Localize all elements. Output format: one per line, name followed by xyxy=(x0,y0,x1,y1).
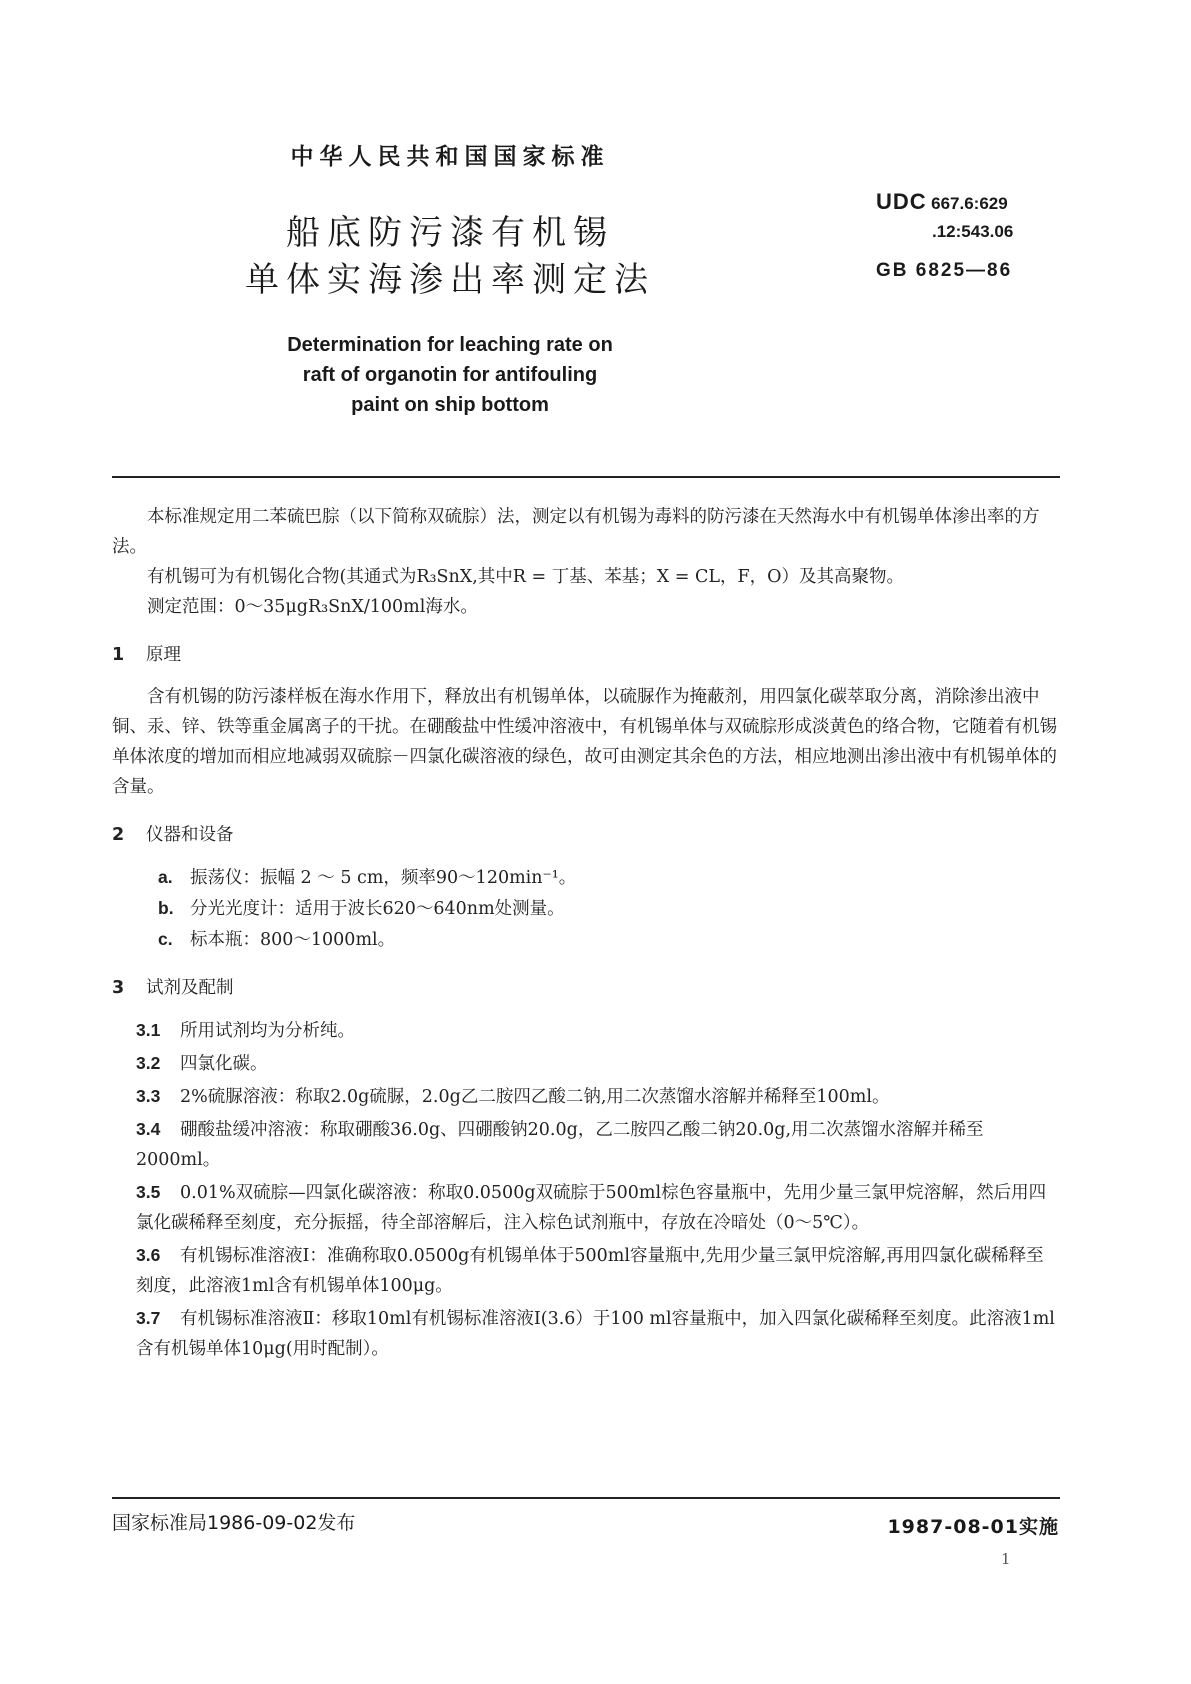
english-title-line1: Determination for leaching rate on xyxy=(287,334,613,356)
udc-line2: .12:543.06 xyxy=(932,222,1014,241)
clause-text: 硼酸盐缓冲溶液：称取硼酸36.0g、四硼酸钠20.0g，乙二胺四乙酸二钠20.0g,用二次蒸馏水溶解并稀至2000ml。 xyxy=(136,1120,984,1170)
udc-label: UDC xyxy=(876,189,927,214)
english-title-line2: raft of organotin for antifouling xyxy=(302,364,598,386)
header-divider xyxy=(112,476,1060,478)
section-3-heading xyxy=(112,973,1060,1003)
section-3-title: 试剂及配制 xyxy=(146,978,234,998)
clause-mark: 3.6 xyxy=(136,1245,161,1265)
item-mark: a. xyxy=(158,867,173,887)
country-standard-heading: 中华人民共和国国家标准 xyxy=(290,144,610,170)
clause-3-6 xyxy=(112,1240,1060,1301)
section-1-number: 1 xyxy=(112,645,125,665)
clause-3-5 xyxy=(112,1177,1060,1238)
clause-mark: 3.3 xyxy=(136,1086,161,1106)
clause-mark: 3.7 xyxy=(136,1308,161,1328)
section-2-title: 仪器和设备 xyxy=(146,825,234,845)
english-title xyxy=(0,330,900,420)
item-mark: c. xyxy=(158,929,173,949)
intro-paragraph-3: 测定范围：0～35μgR₃SnX/100ml海水。 xyxy=(147,597,478,617)
clause-text: 2%硫脲溶液：称取2.0g硫脲，2.0g乙二胺四乙酸二钠,用二次蒸馏水溶解并稀释至100ml。 xyxy=(180,1087,890,1107)
clause-mark: 3.5 xyxy=(136,1182,161,1202)
udc-line1: 667.6:629 xyxy=(931,194,1008,213)
intro-paragraph-2: 有机锡可为有机锡化合物(其通式为R₃SnX,其中R = 丁基、苯基；X = CL，F，O）及其高聚物。 xyxy=(147,567,905,587)
clause-3-7 xyxy=(112,1303,1060,1364)
clause-mark: 3.2 xyxy=(136,1053,161,1073)
clause-3-2 xyxy=(112,1048,1060,1079)
section-2-number: 2 xyxy=(112,825,125,845)
english-title-line3: paint on ship bottom xyxy=(351,394,549,416)
page-number: 1 xyxy=(1001,1550,1011,1568)
clause-3-4 xyxy=(112,1114,1060,1175)
issue-date: 国家标准局1986-09-02发布 xyxy=(112,1512,356,1534)
item-text: 标本瓶：800～1000ml。 xyxy=(190,930,396,950)
list-item xyxy=(112,893,1060,924)
clause-text: 有机锡标准溶液Ⅰ：准确称取0.0500g有机锡单体于500ml容量瓶中,先用少量三氯甲烷溶解,再用四氯化碳稀释至刻度，此溶液1ml含有机锡单体100μg。 xyxy=(136,1246,1044,1296)
document-body xyxy=(112,502,1060,1366)
clause-text: 0.01%双硫腙—四氯化碳溶液：称取0.0500g双硫腙于500ml棕色容量瓶中，先用少量三氯甲烷溶解，然后用四氯化碳稀释至刻度，充分振摇，待全部溶解后，注入棕色试剂瓶中，存放在冷暗处（0～5℃）。 xyxy=(136,1183,1047,1233)
title-line1: 船底防污漆有机锡 xyxy=(286,213,614,253)
footer-divider xyxy=(112,1497,1060,1499)
title-line2: 单体实海渗出率测定法 xyxy=(245,260,655,300)
clause-mark: 3.4 xyxy=(136,1119,161,1139)
clause-text: 所用试剂均为分析纯。 xyxy=(180,1021,355,1041)
item-text: 分光光度计：适用于波长620～640nm处测量。 xyxy=(190,899,565,919)
section-1-heading xyxy=(112,640,1060,670)
clause-3-1 xyxy=(112,1015,1060,1046)
item-text: 振荡仪：振幅 2 ～ 5 cm，频率90～120min⁻¹。 xyxy=(190,868,577,888)
clause-3-3 xyxy=(112,1081,1060,1112)
effective-date: 1987-08-01实施 xyxy=(887,1516,1059,1538)
clause-mark: 3.1 xyxy=(136,1020,161,1040)
section-1-text: 含有机锡的防污漆样板在海水作用下，释放出有机锡单体，以硫脲作为掩蔽剂，用四氯化碳萃取分离，消除渗出液中铜、汞、锌、铁等重金属离子的干扰。在硼酸盐中性缓冲溶液中，有机锡单体与双硫腙形成淡黄色的络合物，它随着有机锡单体浓度的增加而相应地减弱双硫腙－四氯化碳溶液的绿色，故可由测定其余色的方法，相应地测出渗出液中有机锡单体的含量。 xyxy=(112,687,1057,797)
item-mark: b. xyxy=(158,898,174,918)
list-item xyxy=(112,924,1060,955)
section-3-number: 3 xyxy=(112,978,125,998)
gb-number: GB 6825—86 xyxy=(876,260,1013,281)
clause-text: 有机锡标准溶液Ⅱ：移取10ml有机锡标准溶液Ⅰ(3.6）于100 ml容量瓶中，加入四氯化碳稀释至刻度。此溶液1ml含有机锡单体10μg(用时配制）。 xyxy=(136,1309,1055,1359)
intro-paragraph-1: 本标准规定用二苯硫巴腙（以下简称双硫腙）法，测定以有机锡为毒料的防污漆在天然海水中有机锡单体渗出率的方法。 xyxy=(112,507,1040,557)
section-1-title: 原理 xyxy=(146,645,181,665)
list-item xyxy=(112,862,1060,893)
section-2-heading xyxy=(112,820,1060,850)
clause-text: 四氯化碳。 xyxy=(180,1054,268,1074)
